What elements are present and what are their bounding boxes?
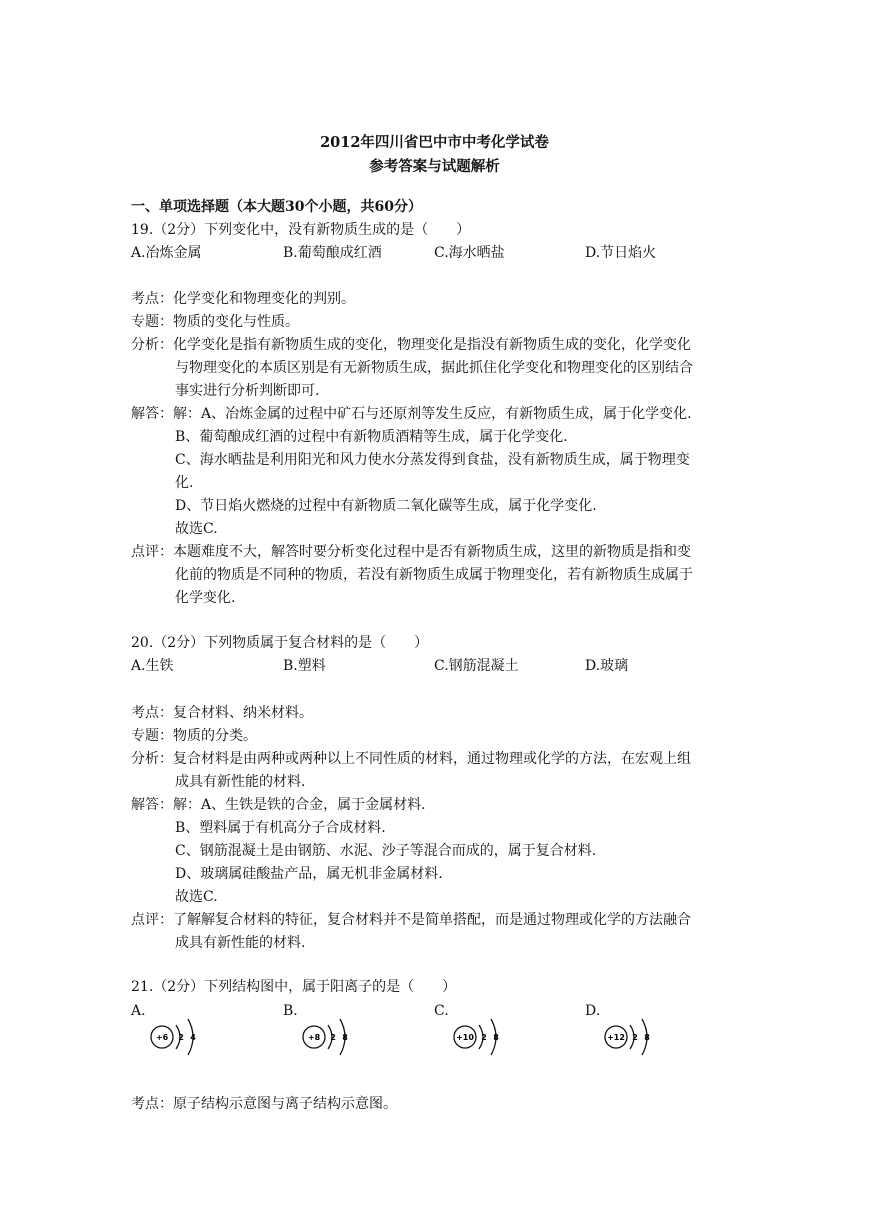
nucleus-charge: +6: [155, 1033, 169, 1042]
q20-zhuanti: 专题：物质的分类。: [131, 728, 257, 744]
q20-option-d: D.玻璃: [585, 658, 629, 674]
q21-atom-diagram-c: [451, 1012, 511, 1062]
nucleus-charge: +8: [307, 1033, 321, 1042]
q20-fenxi-line: 分析：复合材料是由两种或两种以上不同性质的材料，通过物理或化学的方法，在宏观上组: [131, 751, 691, 767]
q19-option-c: C.海水晒盐: [434, 245, 505, 261]
q21-option-d-label: D.: [585, 1003, 601, 1019]
q21-atom-diagram-a: [148, 1012, 208, 1062]
q21-kaodian: 考点：原子结构示意图与离子结构示意图。: [131, 1096, 397, 1112]
q21-question: 21.（2分）下列结构图中，属于阳离子的是（ ）: [131, 979, 457, 995]
q19-option-d: D.节日焰火: [585, 245, 657, 261]
q20-fenxi-line: 成具有新性能的材料.: [175, 774, 306, 790]
q20-jieda-line: 故选C.: [175, 889, 218, 905]
q19-zhuanti: 专题：物质的变化与性质。: [131, 314, 299, 330]
q19-jieda-line: B、葡萄酿成红酒的过程中有新物质酒精等生成，属于化学变化.: [175, 429, 568, 445]
q19-dianping-line: 化学变化.: [175, 590, 236, 606]
q20-jieda-line: D、玻璃属硅酸盐产品，属无机非金属材料.: [175, 866, 443, 882]
q21-option-b-label: B.: [283, 1003, 298, 1019]
q19-option-b: B.葡萄酿成红酒: [283, 245, 382, 261]
q19-kaodian: 考点：化学变化和物理变化的判别。: [131, 291, 355, 307]
q19-jieda-line: 化.: [175, 475, 194, 491]
q20-jieda-line: B、塑料属于有机高分子合成材料.: [175, 820, 386, 836]
document-title: 2012年四川省巴中市中考化学试卷: [320, 134, 549, 151]
q20-option-c: C.钢筋混凝土: [434, 658, 519, 674]
q19-fenxi-line: 与物理变化的本质区别是有无新物质生成，据此抓住化学变化和物理变化的区别结合: [175, 360, 693, 376]
q20-dianping-line: 点评：了解解复合材料的特征，复合材料并不是简单搭配，而是通过物理或化学的方法融合: [131, 912, 691, 928]
q20-jieda-line: C、钢筋混凝土是由钢筋、水泥、沙子等混合而成的，属于复合材料.: [175, 843, 597, 859]
q19-dianping-line: 化前的物质是不同种的物质，若没有新物质生成属于物理变化，若有新物质生成属于: [175, 567, 693, 583]
q19-question: 19.（2分）下列变化中，没有新物质生成的是（ ）: [131, 222, 471, 238]
q21-atom-diagram-d: [602, 1012, 662, 1062]
electron-count: 8: [342, 1033, 348, 1042]
q19-fenxi-line: 分析：化学变化是指有新物质生成的变化，物理变化是指没有新物质生成的变化，化学变化: [131, 337, 691, 353]
q20-jieda-line: 解答：解：A、生铁是铁的合金，属于金属材料.: [131, 797, 426, 813]
electron-count: 2: [632, 1033, 638, 1042]
q19-jieda-line: 解答：解：A、冶炼金属的过程中矿石与还原剂等发生反应，有新物质生成，属于化学变化.: [131, 406, 692, 422]
q19-dianping-line: 点评：本题难度不大，解答时要分析变化过程中是否有新物质生成，这里的新物质是指和变: [131, 544, 691, 560]
electron-count: 8: [493, 1033, 499, 1042]
q19-jieda-line: D、节日焰火燃烧的过程中有新物质二氧化碳等生成，属于化学变化.: [175, 498, 597, 514]
section-heading: 一、单项选择题（本大题30个小题，共60分）: [131, 199, 422, 215]
electron-count: 2: [481, 1033, 487, 1042]
electron-count: 4: [190, 1033, 196, 1042]
q19-option-a: A.冶炼金属: [131, 245, 202, 261]
document-subtitle: 参考答案与试题解析: [369, 158, 500, 175]
q19-jieda-line: C、海水晒盐是利用阳光和风力使水分蒸发得到食盐，没有新物质生成，属于物理变: [175, 452, 690, 468]
electron-count: 2: [330, 1033, 336, 1042]
q20-option-b: B.塑料: [283, 658, 326, 674]
electron-count: 2: [178, 1033, 184, 1042]
q21-atom-diagram-b: [300, 1012, 360, 1062]
q20-kaodian: 考点：复合材料、纳米材料。: [131, 705, 313, 721]
nucleus-charge: +12: [607, 1033, 625, 1042]
q19-fenxi-line: 事实进行分析判断即可.: [175, 383, 320, 399]
q21-option-c-label: C.: [434, 1003, 449, 1019]
nucleus-charge: +10: [456, 1033, 474, 1042]
q21-option-a-label: A.: [131, 1003, 146, 1019]
q20-question: 20.（2分）下列物质属于复合材料的是（ ）: [131, 635, 429, 651]
q20-option-a: A.生铁: [131, 658, 174, 674]
q19-jieda-line: 故选C.: [175, 521, 218, 537]
q20-dianping-line: 成具有新性能的材料.: [175, 935, 306, 951]
electron-count: 8: [644, 1033, 650, 1042]
